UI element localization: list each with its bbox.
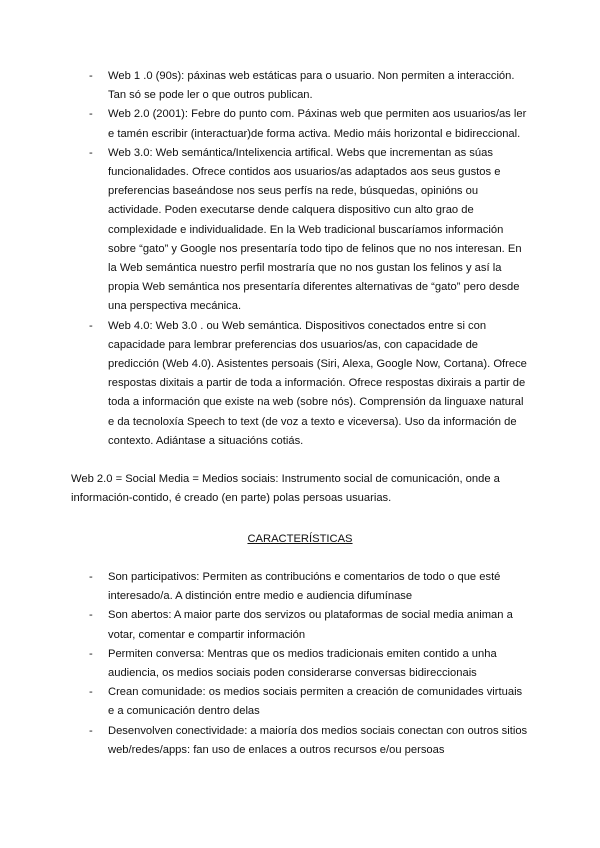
list-item bbox=[89, 683, 528, 721]
bullet-dash: - bbox=[89, 609, 93, 622]
list-item-text: Son participativos: Permiten as contribucións e comentarios de todo o que esté interesado/a. A distinción entre medio e audiencia difumínase bbox=[108, 571, 501, 603]
list-item-text: Son abertos: A maior parte dos servizos ou plataformas de social media animan a votar, comentar e compartir información bbox=[108, 609, 513, 641]
list-item-text: Web 4.0: Web 3.0 . ou Web semántica. Dispositivos conectados entre si con capacidade para lembrar preferencias dos usuarios/as, con capacidade de predicción (Web 4.0). Asistentes persoais (Siri, Alexa, Google Now, Cortana). Ofrece respostas dixitais a partir de toda a información. Ofrece respostas dixirais a partir de toda a información que existe na web (sobre nós). Comprensión da linguaxe natural e da tecnoloxía Speech to text (de voz a texto e viceversa). Uso da información de contexto. Adiántase a situacións cotiás. bbox=[108, 319, 527, 447]
bullet-dash: - bbox=[89, 319, 93, 332]
web20-definition: Web 2.0 = Social Media = Medios sociais: Instrumento social de comunicación, onde a información-contido, é creado (en parte) polas persoas usuarias. bbox=[71, 473, 500, 505]
list-item bbox=[89, 317, 528, 451]
bullet-dash: - bbox=[89, 108, 93, 121]
characteristics-list bbox=[89, 568, 528, 760]
list-item-text: Web 3.0: Web semántica/Intelixencia artifical. Webs que incrementan as súas funcionalidades. Ofrece contidos aos usuarios/as adaptados aos seus gustos e preferencias baseándose nos seus perfís na rede, búsquedas, opinións ou actividade. Poden executarse dende calquera dispositivo cun alto grao de complexidade e individualidade. En la Web tradicional buscaríamos información sobre “gato” y Google nos presentaría todo tipo de felinos que no nos interesan. En la Web semántica nuestro perfil mostraría que no nos gustan los felinos y así la propia Web semántica nos presentaría diferentes alternativas de “gato” pero desde una perspectiva mecánica. bbox=[108, 146, 522, 313]
bullet-dash: - bbox=[89, 724, 93, 737]
bullet-dash: - bbox=[89, 686, 93, 699]
list-item bbox=[89, 606, 528, 644]
bullet-dash: - bbox=[89, 647, 93, 660]
list-item-text: Permiten conversa: Mentras que os medios tradicionais emiten contido a unha audiencia, os medios sociais poden considerarse conversas bidireccionais bbox=[108, 647, 497, 680]
web-versions-list bbox=[89, 67, 528, 451]
list-item-text: Web 1 .0 (90s): páxinas web estáticas para o usuario. Non permiten a interacción. Tan só se pode ler o que outros publican. bbox=[108, 70, 515, 102]
list-item bbox=[89, 105, 528, 143]
list-item bbox=[89, 144, 528, 317]
bullet-dash: - bbox=[89, 571, 93, 583]
list-item-text: Crean comunidade: os medios sociais permiten a creación de comunidades virtuais e a comunicación dentro delas bbox=[108, 686, 523, 718]
list-item bbox=[89, 67, 528, 105]
list-item-text: Desenvolven conectividade: a maioría dos medios sociais conectan con outros sitios web/redes/apps: fan uso de enlaces a outros recursos e/ou persoas bbox=[108, 724, 528, 756]
list-item-text: Web 2.0 (2001): Febre do punto com. Páxinas web que permiten aos usuarios/as ler e tamén escribir (interactuar)de forma activa. Medio máis horizontal e bidireccional. bbox=[108, 108, 527, 140]
section-heading: CARACTERÍSTICAS bbox=[247, 533, 353, 545]
bullet-dash: - bbox=[89, 146, 93, 159]
list-item bbox=[89, 722, 528, 760]
bullet-dash: - bbox=[89, 70, 93, 82]
list-item bbox=[89, 568, 528, 606]
list-item bbox=[89, 645, 528, 683]
